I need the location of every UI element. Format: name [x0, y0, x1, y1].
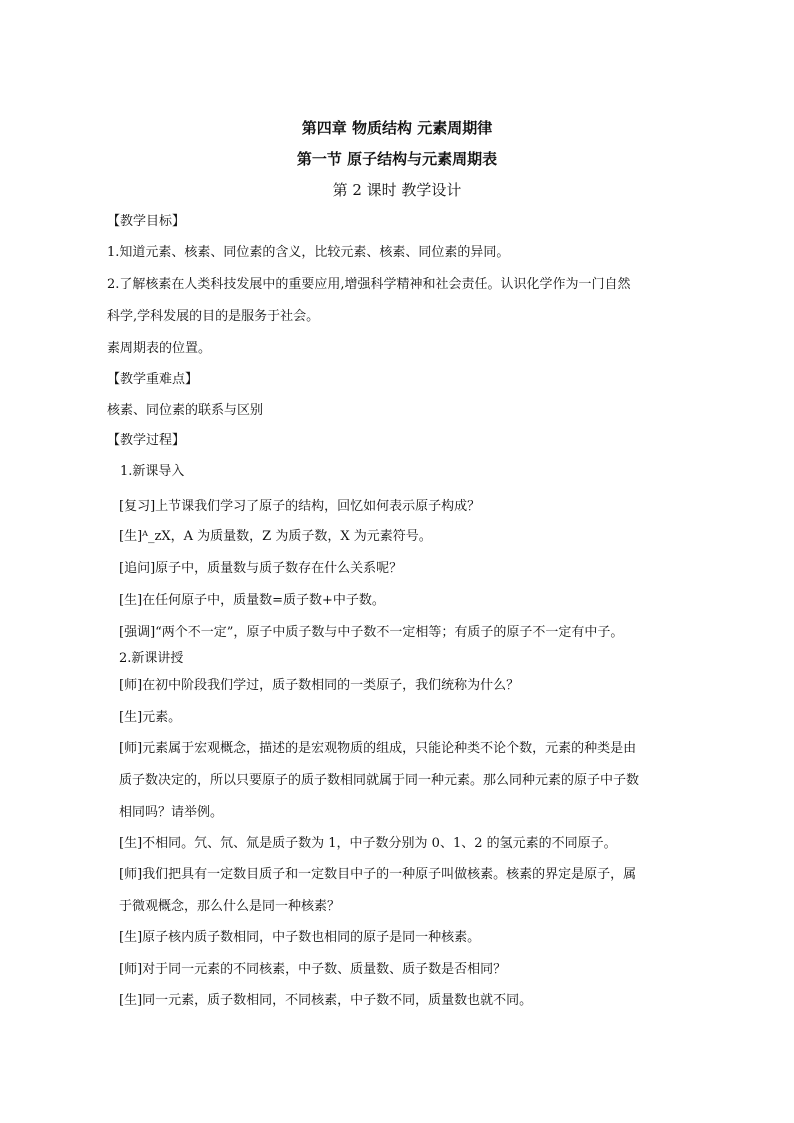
paragraph-student-relation: [生]在任何原子中，质量数=质子数+中子数。	[119, 593, 385, 608]
paragraph-student-element: [生]元素。	[119, 710, 182, 725]
paragraph-teacher-nuclide-line-1: [师]我们把具有一定数目质子和一定数目中子的一种原子叫做核素。核素的界定是原子，属	[119, 867, 637, 882]
paragraph-teacher-compare: [师]对于同一元素的不同核素，中子数、质量数、质子数是否相同？	[119, 962, 507, 977]
section-title: 第一节 原子结构与元素周期表	[296, 150, 498, 168]
paragraph-teacher-nuclide-line-2: 于微观概念，那么什么是同一种核素？	[119, 899, 341, 914]
paragraph-emphasis: [强调]“两个不一定”，原子中质子数与中子数不一定相等；有质子的原子不一定有中子。	[119, 625, 624, 640]
paragraph-student-notation: [生]ᴬ_zX，A 为质量数，Z 为质子数，X 为元素符号。	[119, 529, 432, 544]
key-points: 核素、同位素的联系与区别	[107, 403, 264, 418]
objectives-heading: 【教学目标】	[107, 214, 186, 229]
objective-2-line-2: 科学,学科发展的目的是服务于社会。	[107, 309, 320, 324]
paragraph-student-compare: [生]同一元素，质子数相同，不同核素，中子数不同，质量数也就不同。	[119, 993, 533, 1008]
objective-3: 素周期表的位置。	[107, 341, 212, 356]
paragraph-follow-up: [追问]原子中，质量数与质子数存在什么关系呢？	[119, 561, 403, 576]
paragraph-teacher-element-line-3: 相同吗？请举例。	[119, 805, 224, 820]
chapter-title: 第四章 物质结构 元素周期律	[301, 119, 493, 137]
paragraph-teacher-element-line-2: 质子数决定的，所以只要原子的质子数相同就属于同一种元素。那么同种元素的原子中子数	[119, 773, 640, 788]
paragraph-student-isotopes: [生]不相同。氕、氘、氚是质子数为 1，中子数分别为 0、1、2 的氢元素的不同原子。	[119, 836, 617, 851]
process-heading: 【教学过程】	[107, 433, 186, 448]
lesson-title: 第 2 课时 教学设计	[332, 181, 462, 199]
paragraph-review: [复习]上节课我们学习了原子的结构，回忆如何表示原子构成？	[119, 499, 481, 514]
paragraph-student-nuclide: [生]原子核内质子数相同，中子数也相同的原子是同一种核素。	[119, 930, 481, 945]
objective-1: 1.知道元素、核素、同位素的含义，比较元素、核素、同位素的异同。	[107, 245, 510, 260]
paragraph-teacher-element-line-1: [师]元素属于宏观概念，描述的是宏观物质的组成，只能论种类不论个数，元素的种类是由	[119, 741, 637, 756]
step-2-heading: 2.新课讲授	[119, 651, 184, 666]
key-points-heading: 【教学重难点】	[107, 372, 199, 387]
objective-2-line-1: 2.了解核素在人类科技发展中的重要应用,增强科学精神和社会责任。认识化学作为一门自然	[107, 277, 631, 292]
paragraph-teacher-question: [师]在初中阶段我们学过，质子数相同的一类原子，我们统称为什么？	[119, 678, 520, 693]
step-1-heading: 1.新课导入	[120, 464, 185, 479]
